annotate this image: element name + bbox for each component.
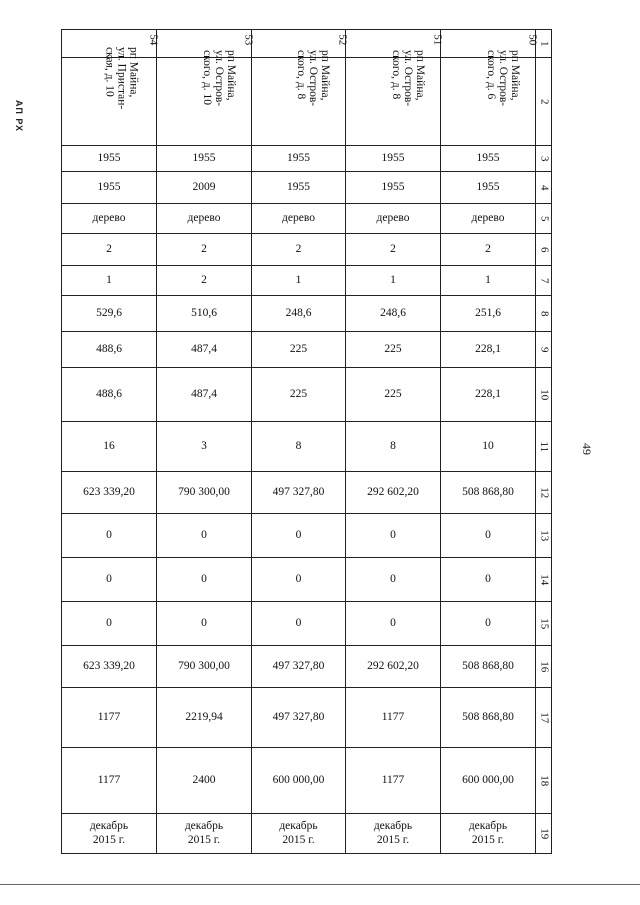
table-cell: дерево — [346, 204, 441, 234]
table-cell — [62, 46, 157, 146]
address-line: ская, д. 10 — [102, 46, 115, 97]
table-cell: дерево — [157, 204, 252, 234]
row-number: 14 — [538, 573, 551, 585]
address-text — [201, 50, 237, 106]
table-cell: 529,6 — [62, 296, 157, 332]
table-cell: 0 — [157, 514, 252, 558]
table-row — [62, 146, 552, 172]
row-number: 19 — [538, 827, 551, 839]
table-row — [62, 646, 552, 688]
table-cell: 488,6 — [62, 332, 157, 368]
table-cell: 2 — [252, 234, 346, 266]
address-line: рп Майна, — [414, 50, 427, 101]
table-cell: 508 868,80 — [441, 688, 536, 748]
row-number-cell — [536, 172, 552, 204]
row-number-cell — [536, 472, 552, 514]
table-cell: 225 — [252, 332, 346, 368]
address-line: ул. Пристан- — [114, 46, 127, 110]
table-cell: 1955 — [441, 146, 536, 172]
table-row — [62, 204, 552, 234]
table-cell: 228,1 — [441, 368, 536, 422]
row-number: 1 — [538, 40, 551, 47]
table-cell: 1177 — [346, 748, 441, 814]
table-row — [62, 558, 552, 602]
table-cell: 1177 — [346, 688, 441, 748]
archive-stamp-label: АП РХ — [14, 100, 24, 133]
table-cell: дерево — [62, 204, 157, 234]
row-number: 6 — [538, 246, 551, 253]
table-cell: 248,6 — [346, 296, 441, 332]
row-number: 11 — [538, 441, 551, 452]
table-cell: 0 — [62, 602, 157, 646]
table-cell: 600 000,00 — [252, 748, 346, 814]
row-number: 7 — [538, 277, 551, 284]
table-cell: 292 602,20 — [346, 646, 441, 688]
row-number: 13 — [538, 529, 551, 541]
table-cell: 1955 — [62, 172, 157, 204]
column-index: 52 — [336, 34, 349, 46]
table-cell: 1955 — [441, 172, 536, 204]
address-text — [485, 50, 521, 106]
table-cell: 10 — [441, 422, 536, 472]
table-cell: 2400 — [157, 748, 252, 814]
table-cell-date: декабрь 2015 г. — [441, 814, 536, 854]
column-index: 50 — [526, 34, 539, 46]
table-cell: 2 — [346, 234, 441, 266]
table-cell: 1955 — [252, 146, 346, 172]
table-row — [62, 266, 552, 296]
table-cell: 790 300,00 — [157, 646, 252, 688]
table-cell: 0 — [441, 514, 536, 558]
table-cell: 8 — [346, 422, 441, 472]
table-cell: 0 — [346, 514, 441, 558]
row-number-cell — [536, 58, 552, 146]
housing-data-table — [61, 29, 552, 854]
address-line: рп Майна, — [225, 50, 238, 101]
table-cell: 497 327,80 — [252, 688, 346, 748]
address-line: рп Майна, — [509, 50, 522, 101]
row-number-cell — [536, 514, 552, 558]
page-bottom-rule — [0, 884, 640, 885]
row-number-cell — [536, 748, 552, 814]
address-line: рп Майна, — [319, 50, 332, 101]
table-cell: 16 — [62, 422, 157, 472]
table-cell: 487,4 — [157, 332, 252, 368]
table-cell: 2219,94 — [157, 688, 252, 748]
row-number: 9 — [538, 346, 551, 353]
table-cell: дерево — [441, 204, 536, 234]
table-cell: 0 — [252, 602, 346, 646]
table-cell: 0 — [157, 558, 252, 602]
row-number-cell — [536, 814, 552, 854]
table-cell: 0 — [62, 558, 157, 602]
table-cell: 2009 — [157, 172, 252, 204]
table-cell: 292 602,20 — [346, 472, 441, 514]
table-cell: 2 — [62, 234, 157, 266]
table-row — [62, 814, 552, 854]
table-cell — [346, 50, 441, 146]
table-cell: 1177 — [62, 688, 157, 748]
row-number-cell — [536, 646, 552, 688]
table-cell-date: декабрь 2015 г. — [157, 814, 252, 854]
table-cell: 0 — [346, 602, 441, 646]
row-number-cell — [536, 234, 552, 266]
table-row — [62, 472, 552, 514]
row-number-cell — [536, 368, 552, 422]
table-row — [62, 422, 552, 472]
table-cell: 1955 — [62, 146, 157, 172]
row-number: 18 — [538, 774, 551, 786]
table-cell: 2 — [441, 234, 536, 266]
table-cell: 0 — [62, 514, 157, 558]
table-cell: 508 868,80 — [441, 472, 536, 514]
row-number: 12 — [538, 486, 551, 498]
address-line: ул. Остров- — [212, 50, 225, 107]
table-cell: 1955 — [157, 146, 252, 172]
table-cell: 623 339,20 — [62, 646, 157, 688]
table-cell: 1 — [62, 266, 157, 296]
address-text — [390, 50, 426, 106]
table-cell: 1 — [346, 266, 441, 296]
row-number: 8 — [538, 310, 551, 317]
address-line: ского, д. 8 — [389, 50, 402, 100]
row-number: 3 — [538, 155, 551, 162]
table-cell — [157, 50, 252, 146]
table-cell-date: декабрь 2015 г. — [252, 814, 346, 854]
table-cell: 2 — [157, 234, 252, 266]
row-number-cell — [536, 422, 552, 472]
address-line: ского, д. 10 — [200, 50, 213, 105]
table-row — [62, 514, 552, 558]
table-cell: 228,1 — [441, 332, 536, 368]
row-number-cell — [536, 146, 552, 172]
table-cell: 2 — [157, 266, 252, 296]
table-cell: 225 — [252, 368, 346, 422]
address-line: рп Майна, — [126, 46, 139, 98]
table-cell: 1 — [252, 266, 346, 296]
table-cell: 0 — [252, 514, 346, 558]
row-number-cell — [536, 558, 552, 602]
table-cell — [252, 50, 346, 146]
table-row — [62, 234, 552, 266]
table-cell: 623 339,20 — [62, 472, 157, 514]
table-cell: 510,6 — [157, 296, 252, 332]
row-number-cell — [536, 688, 552, 748]
table-cell: 1955 — [252, 172, 346, 204]
table-cell: 1177 — [62, 748, 157, 814]
table-cell: 3 — [157, 422, 252, 472]
address-line: ул. Остров- — [306, 50, 319, 107]
table-cell: 0 — [441, 558, 536, 602]
row-number: 4 — [538, 184, 551, 191]
table-cell: 0 — [346, 558, 441, 602]
row-number: 5 — [538, 215, 551, 222]
address-text — [103, 47, 139, 109]
table-row — [62, 368, 552, 422]
table-cell: 1955 — [346, 146, 441, 172]
address-line: ул. Остров- — [401, 50, 414, 107]
table-cell: дерево — [252, 204, 346, 234]
address-line: ского, д. 8 — [294, 50, 307, 100]
table-cell: 0 — [157, 602, 252, 646]
row-number-cell — [536, 602, 552, 646]
row-number-cell — [536, 296, 552, 332]
table-cell: 0 — [441, 602, 536, 646]
table-row — [62, 172, 552, 204]
table-cell: 248,6 — [252, 296, 346, 332]
table-cell: 497 327,80 — [252, 646, 346, 688]
table-cell: 8 — [252, 422, 346, 472]
table-cell: 508 868,80 — [441, 646, 536, 688]
table-row — [62, 296, 552, 332]
table-row — [62, 332, 552, 368]
table-cell — [441, 50, 536, 146]
table-cell: 251,6 — [441, 296, 536, 332]
row-number-cell — [536, 204, 552, 234]
table-cell: 487,4 — [157, 368, 252, 422]
table-cell-date: декабрь 2015 г. — [346, 814, 441, 854]
table-cell: 0 — [252, 558, 346, 602]
table-cell: 1 — [441, 266, 536, 296]
row-number-cell — [536, 332, 552, 368]
table-cell: 790 300,00 — [157, 472, 252, 514]
row-number-cell — [536, 266, 552, 296]
page-number: 49 — [580, 443, 594, 455]
column-index: 54 — [147, 34, 160, 46]
table-cell-date: декабрь 2015 г. — [62, 814, 157, 854]
table-row — [62, 58, 552, 146]
row-number: 10 — [538, 388, 551, 400]
row-number: 16 — [538, 660, 551, 672]
row-number: 17 — [538, 711, 551, 723]
table-row — [62, 748, 552, 814]
row-number: 15 — [538, 617, 551, 629]
table-cell: 497 327,80 — [252, 472, 346, 514]
column-index: 53 — [242, 34, 255, 46]
table-cell: 600 000,00 — [441, 748, 536, 814]
table-row — [62, 602, 552, 646]
address-text — [295, 50, 331, 106]
table-cell: 488,6 — [62, 368, 157, 422]
row-number: 2 — [538, 98, 551, 105]
table-cell: 225 — [346, 332, 441, 368]
address-line: ского, д. 6 — [484, 50, 497, 100]
address-line: ул. Остров- — [496, 50, 509, 107]
table-cell: 1955 — [346, 172, 441, 204]
table-row — [62, 688, 552, 748]
table-cell: 225 — [346, 368, 441, 422]
column-index: 51 — [431, 34, 444, 46]
